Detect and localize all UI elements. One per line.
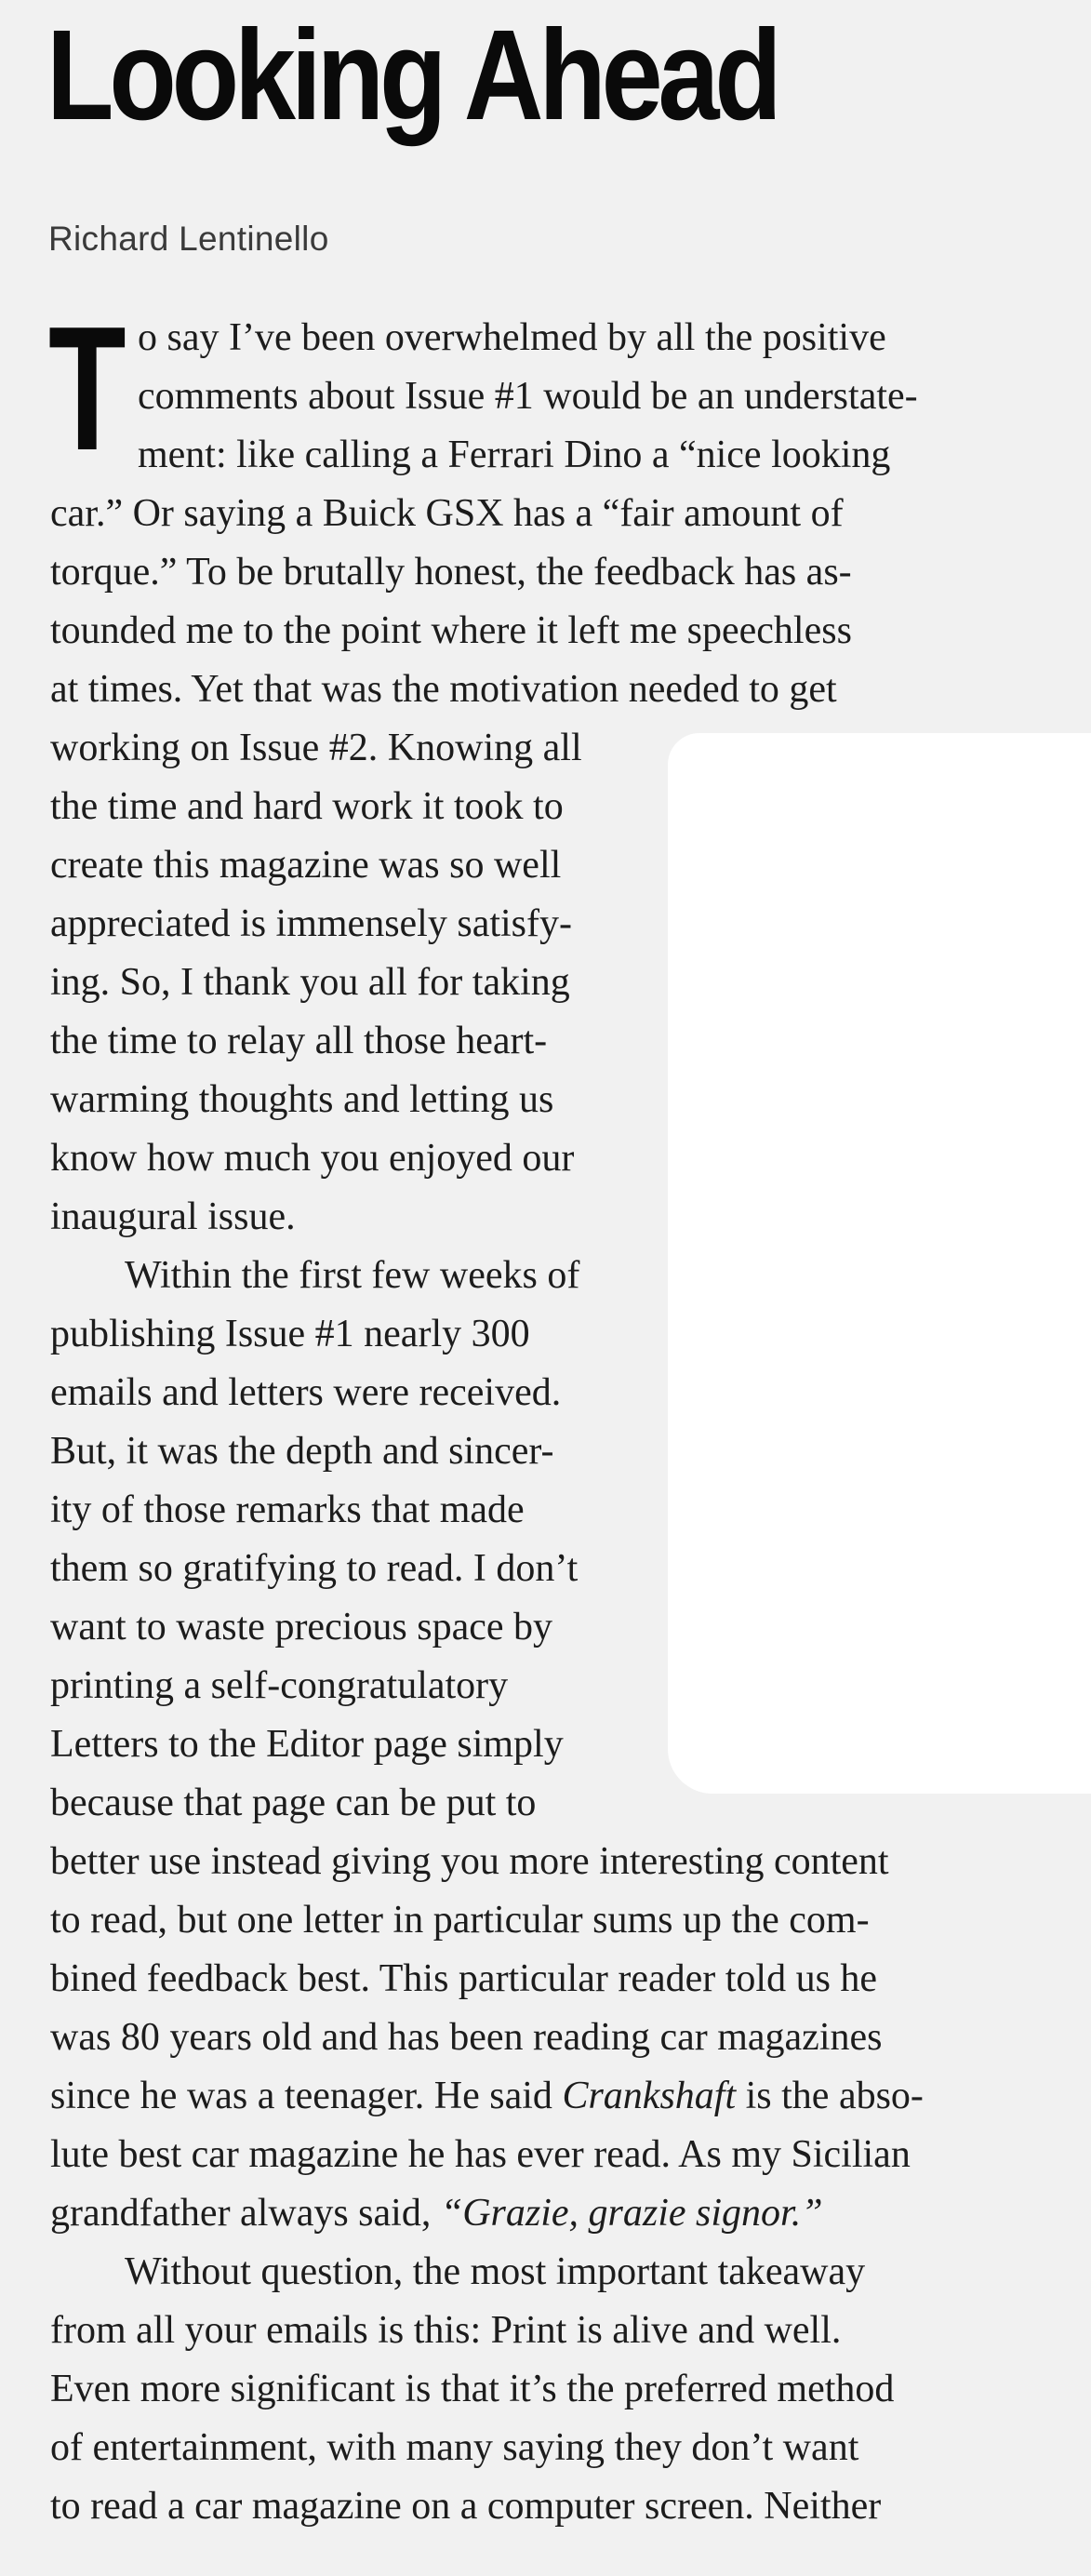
- body-line: tounded me to the point where it left me speechless: [50, 609, 852, 652]
- body-line: o say I’ve been overwhelmed by all the positive: [138, 316, 886, 359]
- body-line: Within the first few weeks of: [125, 1254, 580, 1297]
- body-line: lute best car magazine he has ever read. As my Sicilian: [50, 2133, 911, 2176]
- body-line: working on Issue #2. Knowing all: [50, 727, 582, 769]
- article-title: Looking Ahead: [47, 4, 778, 147]
- body-text: is the abso-: [736, 2075, 924, 2117]
- body-line: want to waste precious space by: [50, 1606, 552, 1648]
- body-line: ing. So, I thank you all for taking: [50, 961, 570, 1004]
- body-line: comments about Issue #1 would be an understate-: [138, 375, 918, 418]
- body-line: was 80 years old and has been reading car magazines: [50, 2016, 883, 2059]
- body-line: Even more significant is that it’s the preferred method: [50, 2368, 895, 2410]
- body-line: from all your emails is this: Print is alive and well.: [50, 2309, 842, 2352]
- body-line: publishing Issue #1 nearly 300: [50, 1313, 530, 1355]
- blank-image-area: [668, 733, 1091, 1794]
- body-line: [50, 2076, 924, 2116]
- body-line: But, it was the depth and sincer-: [50, 1430, 554, 1473]
- byline-author: Richard Lentinello: [48, 220, 329, 258]
- body-line: Letters to the Editor page simply: [50, 1723, 564, 1766]
- body-line: torque.” To be brutally honest, the feedback has as-: [50, 551, 852, 594]
- body-line: the time and hard work it took to: [50, 785, 564, 828]
- body-line: because that page can be put to: [50, 1782, 537, 1824]
- body-line: ity of those remarks that made: [50, 1488, 525, 1531]
- body-line: create this magazine was so well: [50, 844, 562, 887]
- body-line: ment: like calling a Ferrari Dino a “nice looking: [138, 434, 891, 476]
- body-line: at times. Yet that was the motivation needed to get: [50, 668, 837, 711]
- body-line: better use instead giving you more interesting content: [50, 1840, 889, 1883]
- drop-cap: T: [48, 290, 126, 487]
- body-line: [50, 2194, 823, 2233]
- body-line: know how much you enjoyed our: [50, 1137, 575, 1180]
- body-text: grandfather always said,: [50, 2192, 441, 2235]
- body-line: printing a self-congratulatory: [50, 1664, 509, 1707]
- body-line: the time to relay all those heart-: [50, 1020, 548, 1062]
- italic-quote: “Grazie, grazie signor.”: [440, 2192, 823, 2235]
- body-line: car.” Or saying a Buick GSX has a “fair amount of: [50, 492, 844, 535]
- body-line: them so gratifying to read. I don’t: [50, 1547, 579, 1590]
- body-line: of entertainment, with many saying they don’t want: [50, 2426, 859, 2469]
- body-line: inaugural issue.: [50, 1195, 296, 1238]
- body-text: since he was a teenager. He said: [50, 2075, 563, 2117]
- body-line: to read, but one letter in particular sums up the com-: [50, 1899, 870, 1942]
- body-line: warming thoughts and letting us: [50, 1078, 554, 1121]
- body-line: appreciated is immensely satisfy-: [50, 902, 572, 945]
- magazine-name: Crankshaft: [562, 2075, 737, 2117]
- body-line: Without question, the most important takeaway: [125, 2250, 866, 2293]
- body-line: to read a car magazine on a computer screen. Neither: [50, 2485, 882, 2528]
- body-line: emails and letters were received.: [50, 1371, 562, 1414]
- body-line: bined feedback best. This particular reader told us he: [50, 1957, 878, 2000]
